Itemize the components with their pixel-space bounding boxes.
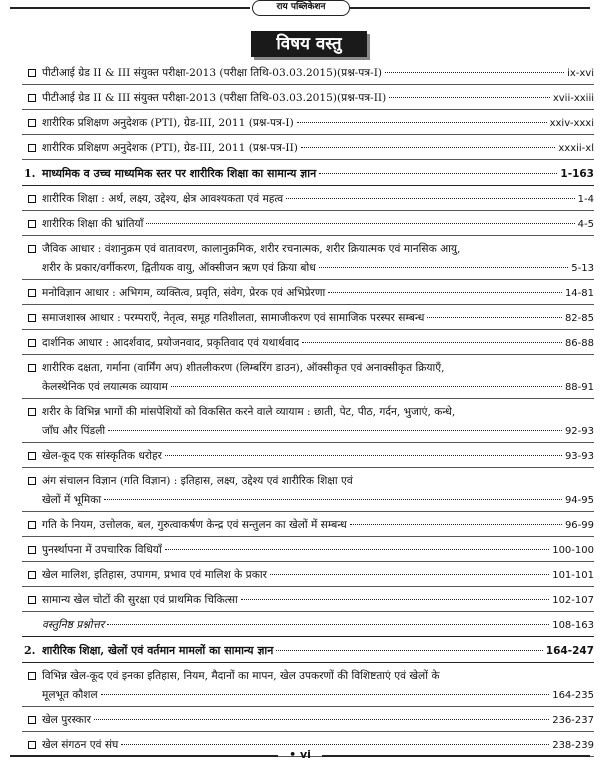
toc-entry-line [42, 711, 594, 730]
divider [22, 636, 594, 637]
page-title: विषय वस्तु [251, 31, 367, 57]
dot-leader [286, 198, 575, 199]
checkbox-icon [28, 314, 36, 322]
toc-entry-text: गति के नियम, उत्तोलक, बल, गुरुत्वाकर्षण केन्द्र एवं सन्तुलन का खेलों में सम्बन्ध [42, 519, 347, 531]
checkbox-icon [28, 69, 36, 77]
divider [22, 304, 594, 305]
divider [22, 561, 594, 562]
toc-entry[interactable] [22, 334, 594, 353]
section-heading[interactable] [22, 641, 594, 661]
divider [22, 586, 594, 587]
toc-entry[interactable] [22, 215, 594, 234]
divider [22, 159, 594, 160]
toc-entry-page: 92-93 [564, 426, 594, 437]
dot-leader [241, 599, 549, 600]
checkbox-icon [28, 289, 36, 297]
toc-entry-page: 101-101 [552, 570, 594, 581]
toc-entry-page: 100-100 [552, 545, 594, 556]
toc-entry-text: शरीर के विभिन्न भागों की मांसपेशियों को विकसित करने वाले व्यायाम : छाती, पेट, पीठ, गर्दन, भुजाएं, कन्धे, [42, 406, 456, 418]
toc-entry-line [42, 114, 594, 133]
divider [22, 662, 594, 663]
divider [22, 329, 594, 330]
divider [22, 235, 594, 236]
toc-entry[interactable] [22, 240, 594, 278]
toc-entry[interactable] [22, 667, 594, 705]
toc-entry-line [42, 240, 594, 259]
checkbox-icon [28, 364, 36, 372]
dot-leader [146, 223, 574, 224]
toc-entry-line [42, 447, 594, 466]
toc-entry-page: xxxii-xl [558, 143, 594, 154]
divider [22, 467, 594, 468]
toc-entry-page: 164-235 [552, 690, 594, 701]
footer-rule-right [322, 755, 590, 757]
section-heading[interactable] [22, 164, 594, 184]
section-number: 1. [24, 167, 36, 180]
dot-leader [301, 147, 555, 148]
dot-leader [297, 122, 547, 123]
divider [22, 706, 594, 707]
toc-entry-page: 82-85 [564, 313, 594, 324]
checkbox-icon [28, 339, 36, 347]
section-pages: 164-247 [545, 645, 594, 657]
toc-entry-text: खेल पुरस्कार [42, 714, 91, 726]
checkbox-icon [28, 571, 36, 579]
dot-leader [121, 744, 549, 745]
checkbox-icon [28, 408, 36, 416]
toc-entry-page: 102-107 [552, 595, 594, 606]
toc-entry[interactable] [22, 139, 594, 158]
checkbox-icon [28, 195, 36, 203]
dot-leader [165, 549, 550, 550]
toc-entry[interactable] [22, 89, 594, 108]
toc-entry-page: 4-5 [577, 219, 594, 230]
toc-entry-line [42, 284, 594, 303]
toc-entry-page: xxiv-xxxi [549, 118, 594, 129]
header-rule-right [350, 7, 590, 9]
toc-entry-line-2 [42, 422, 594, 441]
divider [22, 442, 594, 443]
toc-entry[interactable] [22, 190, 594, 209]
toc-entry-line [42, 472, 594, 491]
toc-entry-text: सामान्य खेल चोटों की सुरक्षा एवं प्राथमिक चिकित्सा [42, 594, 238, 606]
toc-entry-text-cont: मूलभूत कौशल [42, 689, 98, 701]
toc-entry-text: खेल संगठन एवं संघ [42, 739, 119, 751]
checkbox-icon [28, 144, 36, 152]
divider [22, 185, 594, 186]
toc-entry-page: 88-91 [564, 382, 594, 393]
checkbox-icon [28, 477, 36, 485]
divider [22, 611, 594, 612]
toc-entry-page: 94-95 [564, 495, 594, 506]
checkbox-icon [28, 546, 36, 554]
toc-entry-text-cont: केलस्थेनिक एवं लयात्मक व्यायाम [42, 381, 168, 393]
toc-entry[interactable] [22, 616, 594, 635]
dot-leader [328, 292, 562, 293]
section-title: शारीरिक शिक्षा, खेलों एवं वर्तमान मामलों का सामान्य ज्ञान [42, 644, 274, 657]
toc-entry-line-2 [42, 259, 594, 278]
toc-entry[interactable] [22, 359, 594, 397]
dot-leader [319, 173, 557, 174]
toc-entry-text: दार्शनिक आधार : आदर्शवाद, प्रयोजनवाद, प्रकृतिवाद एवं यथार्थवाद [42, 337, 300, 349]
toc-entry-line-2 [42, 686, 594, 705]
dot-leader [389, 97, 550, 98]
toc-entry-text: खेल मालिश, इतिहास, उपागम, प्रभाव एवं मालिश के प्रकार [42, 569, 267, 581]
dot-leader [319, 267, 569, 268]
dot-leader [385, 72, 564, 73]
toc-entry[interactable] [22, 284, 594, 303]
dot-leader [165, 455, 562, 456]
toc-entry[interactable] [22, 403, 594, 441]
toc-entry[interactable] [22, 541, 594, 560]
checkbox-icon [28, 220, 36, 228]
table-of-contents [22, 64, 594, 761]
toc-entry[interactable] [22, 516, 594, 535]
divider [22, 210, 594, 211]
toc-entry-text: समाजशास्त्र आधार : परम्पराएँ, नेतृत्व, समूह गतिशीलता, सामाजीकरण एवं सामाजिक परस्पर सम्बन्ध [42, 312, 425, 324]
checkbox-icon [28, 119, 36, 127]
toc-entry-text: पुनर्स्थापना में उपचारिक विधियाँ [42, 544, 162, 556]
dot-leader [94, 719, 549, 720]
toc-entry-line [42, 566, 594, 585]
dot-leader [350, 524, 562, 525]
toc-entry-page: 14-81 [564, 288, 594, 299]
toc-entry-line [42, 616, 594, 635]
page-header [0, 0, 600, 12]
toc-entry-text-cont: जाँघ और पिंडली [42, 425, 106, 437]
divider [22, 511, 594, 512]
footer-rule-left [10, 755, 278, 757]
toc-entry-text: मनोविज्ञान आधार : अभिगम, व्यक्तित्व, प्रवृति, संवेग, प्रेरक एवं अभिप्रेरणा [42, 287, 326, 299]
checkbox-icon [28, 94, 36, 102]
divider [22, 84, 594, 85]
toc-entry-page: 108-163 [552, 620, 594, 631]
section-title: माध्यमिक व उच्च माध्यमिक स्तर पर शारीरिक शिक्षा का सामान्य ज्ञान [42, 167, 317, 180]
toc-entry-line [42, 215, 594, 234]
toc-entry-page: 93-93 [564, 451, 594, 462]
toc-entry-line [42, 139, 594, 158]
checkbox-icon [28, 452, 36, 460]
toc-entry-text: शारीरिक प्रशिक्षण अनुदेशक (PTI), ग्रेड-III, 2011 (प्रश्न-पत्र-I) [42, 117, 294, 129]
checkbox-icon [28, 521, 36, 529]
divider [22, 731, 594, 732]
toc-entry-line [42, 334, 594, 353]
toc-entry[interactable] [22, 309, 594, 328]
publisher-badge: राय पब्लिकेशन [252, 0, 350, 16]
dot-leader [276, 650, 542, 651]
toc-entry[interactable] [22, 447, 594, 466]
toc-entry-text: शारीरिक प्रशिक्षण अनुदेशक (PTI), ग्रेड-III, 2011 (प्रश्न-पत्र-II) [42, 142, 298, 154]
dot-leader [104, 499, 562, 500]
toc-entry-page: ix-xvi [567, 68, 594, 79]
toc-entry-line-2 [42, 491, 594, 510]
toc-entry[interactable] [22, 591, 594, 610]
toc-entry-line [42, 190, 594, 209]
toc-entry-line [42, 403, 594, 422]
header-rule-left [10, 7, 250, 9]
divider [22, 279, 594, 280]
divider [22, 134, 594, 135]
checkbox-icon [28, 672, 36, 680]
toc-entry-page: xvii-xxiii [552, 93, 594, 104]
toc-entry[interactable] [22, 114, 594, 133]
toc-entry-line [42, 541, 594, 560]
dot-leader [302, 342, 562, 343]
toc-entry-page: 86-88 [564, 338, 594, 349]
dot-leader [270, 574, 549, 575]
toc-entry-line-2 [42, 378, 594, 397]
toc-entry-line [42, 89, 594, 108]
toc-entry-text-cont: शरीर के प्रकार/वर्गीकरण, द्वितीयक वायु, ऑक्सीजन ऋण एवं क्रिया बोध [42, 262, 316, 274]
toc-entry-text: जैविक आधार : वंशानुक्रम एवं वातावरण, कालानुक्रमिक, शरीर रचनात्मक, शरीर क्रियात्मक एवं मानसिक आयु, [42, 243, 461, 255]
toc-entry-text: पीटीआई ग्रेड II & III संयुक्त परीक्षा-2013 (परीक्षा तिथि-03.03.2015)(प्रश्न-पत्र-II) [42, 92, 387, 104]
divider [22, 398, 594, 399]
toc-entry-line [42, 309, 594, 328]
toc-entry[interactable] [22, 711, 594, 730]
toc-entry-text: शारीरिक शिक्षा : अर्थ, लक्ष्य, उद्देश्य, क्षेत्र आवश्यकता एवं महत्व [42, 193, 284, 205]
section-pages: 1-163 [560, 168, 594, 180]
page-footer [0, 748, 600, 768]
toc-entry-page: 238-239 [552, 740, 594, 751]
toc-entry-line [42, 64, 594, 83]
toc-entry-line [42, 591, 594, 610]
dot-leader [107, 624, 549, 625]
dot-leader [427, 317, 562, 318]
toc-entry[interactable] [22, 64, 594, 83]
dot-leader [101, 694, 550, 695]
section-heading-line [42, 641, 594, 661]
toc-entry[interactable] [22, 566, 594, 585]
toc-entry-text-cont: खेलों में भूमिका [42, 494, 102, 506]
section-heading-line [42, 164, 594, 184]
checkbox-icon [28, 596, 36, 604]
toc-entry-text: पीटीआई ग्रेड II & III संयुक्त परीक्षा-2013 (परीक्षा तिथि-03.03.2015)(प्रश्न-पत्र-I) [42, 67, 383, 79]
toc-entry-line [42, 359, 594, 378]
section-number: 2. [24, 644, 36, 657]
divider [22, 354, 594, 355]
toc-entry-text: अंग संचालन विज्ञान (गति विज्ञान) : इतिहास, लक्ष्य, उद्देश्य एवं शारीरिक शिक्षा एवं [42, 475, 353, 487]
toc-entry-text: खेल-कूद एक सांस्कृतिक धरोहर [42, 450, 162, 462]
page-number: • vi [289, 748, 311, 761]
toc-entry-text: शारीरिक दक्षता, गर्माना (वार्मिंग अप) शीतलीकरण (लिम्बरिंग डाउन), ऑक्सीकृत एवं अनाक्सीकृत क्रियाएँ, [42, 362, 445, 374]
divider [22, 536, 594, 537]
toc-entry-page: 1-4 [577, 194, 594, 205]
toc-entry-page: 236-237 [552, 715, 594, 726]
toc-entry[interactable] [22, 472, 594, 510]
toc-entry-line [42, 667, 594, 686]
checkbox-icon [28, 245, 36, 253]
toc-entry-text: विभिन्न खेल-कूद एवं इनका इतिहास, नियम, मैदानों का मापन, खेल उपकरणों की विशिष्टताएं एवं खेलों के [42, 670, 440, 682]
dot-leader [171, 386, 562, 387]
toc-entry-text: वस्तुनिष्ठ प्रश्नोत्तर [42, 619, 105, 631]
toc-entry-text: शारीरिक शिक्षा की भ्रांतियाँ [42, 218, 144, 230]
divider [22, 109, 594, 110]
toc-entry-line [42, 516, 594, 535]
toc-entry-page: 96-99 [564, 520, 594, 531]
toc-entry-page: 5-13 [571, 263, 594, 274]
dot-leader [108, 430, 562, 431]
checkbox-icon [28, 716, 36, 724]
